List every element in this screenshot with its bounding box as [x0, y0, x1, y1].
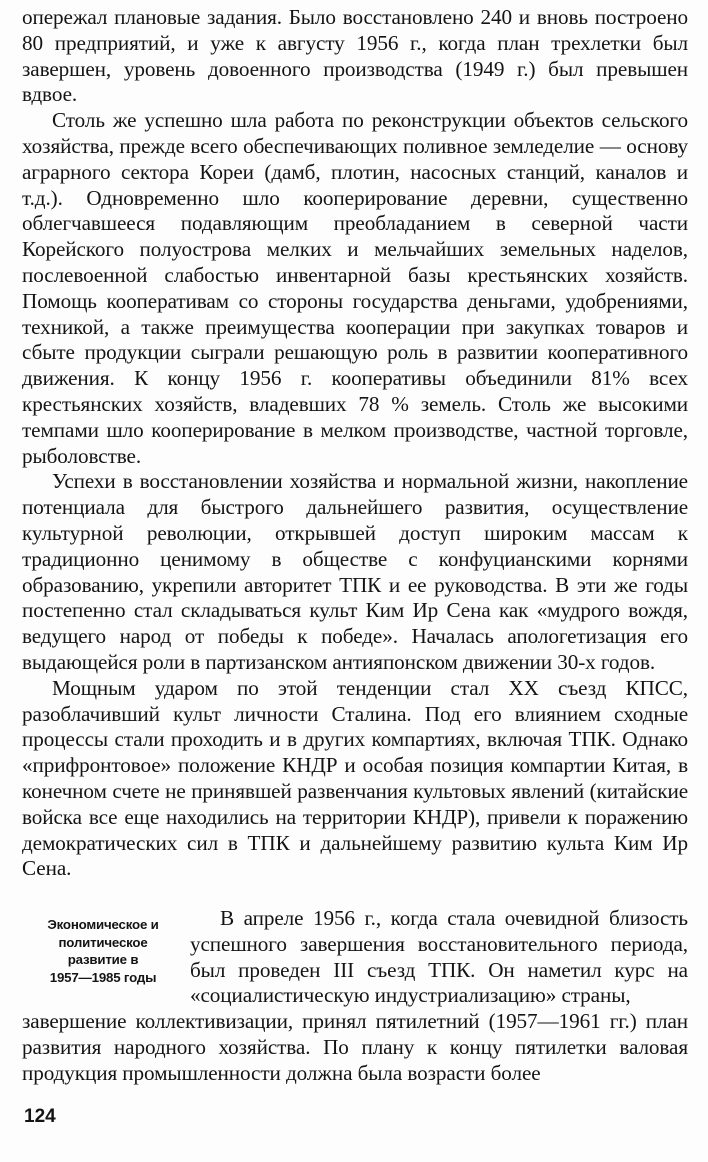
continuation-text	[22, 1009, 688, 1086]
paragraph-1: опережал плановые задания. Было восстановлено 240 и вновь построено 80 предприятий, и уже к августу 1956 г., когда план трехлетки был завершен, уровень довоенного производства (1949 г.) был превышен вдвое.	[22, 5, 688, 107]
side-heading-line-1: Экономическое и	[47, 917, 159, 932]
main-text-column	[22, 5, 688, 882]
inset-text-column	[190, 906, 688, 1009]
side-heading-line-4: 1957—1985 годы	[49, 969, 157, 985]
section-side-heading	[18, 916, 188, 986]
side-heading-line-3: развитие в	[67, 952, 139, 968]
page-number: 124	[24, 1106, 56, 1127]
side-heading-line-2: политическое	[58, 934, 148, 950]
paragraph-3: Успехи в восстановлении хозяйства и нормальной жизни, накопление потенциала для быстрого дальнейшего развития, осуществление культурной революции, открывшей доступ широким массам к традиционно ценимому в обществе с конфуцианскими корнями образованию, укрепили авторитет ТПК и ее руководства. В эти же годы постепенно стал складываться культ Ким Ир Сена как «мудрого вождя, ведущего народ от победы к победе». Началась апологетизация его выдающейся роли в партизанском антияпонском движении 30-х годов.	[22, 469, 688, 674]
paragraph-2: Столь же успешно шла работа по реконструкции объектов сельского хозяйства, прежде всего обеспечивающих поливное земледелие — основу аграрного сектора Кореи (дамб, плотин, насосных станций, каналов и т.д.). Одновременно шло кооперирование деревни, существенно облегчавшееся подавляющим преобладанием в северной части Корейского полуострова мелких и мельчайших земельных наделов, послевоенной слабостью инвентарной базы крестьянских хозяйств. Помощь кооперативам со стороны государства деньгами, удобрениями, техникой, а также преимущества кооперации при закупках товаров и сбыте продукции сыграли решающую роль в развитии кооперативного движения. К концу 1956 г. кооперативы объединили 81% всех крестьянских хозяйств, владевших 78 % земель. Столь же высокими темпами шло кооперирование в мелком производстве, частной торговле, рыболовстве.	[22, 108, 688, 468]
paragraph-4: Мощным ударом по этой тенденции стал XX съезд КПСС, разоблачивший культ личности Сталина. Под его влиянием сходные процессы стали проходить и в других компартиях, включая ТПК. Однако «прифронтовое» положение КНДР и особая позиция компартии Китая, в конечном счете не принявшей развенчания культовых явлений (китайские войска все еще находились на территории КНДР), привели к поражению демократических сил в ТПК и дальнейшему развитию культа Ким Ир Сена.	[22, 675, 688, 881]
inset-paragraph: В апреле 1956 г., когда стала очевидной близость успешного завершения восстановительного периода, был проведен III съезд ТПК. Он наметил курс на «социалистическую индустриализацию» страны,	[190, 906, 688, 1008]
continuation-paragraph: завершение коллективизации, принял пятилетний (1957—1961 гг.) план развития народного хозяйства. По плану к концу пятилетки валовая продукция промышленности должна была возрасти более	[22, 1009, 688, 1085]
